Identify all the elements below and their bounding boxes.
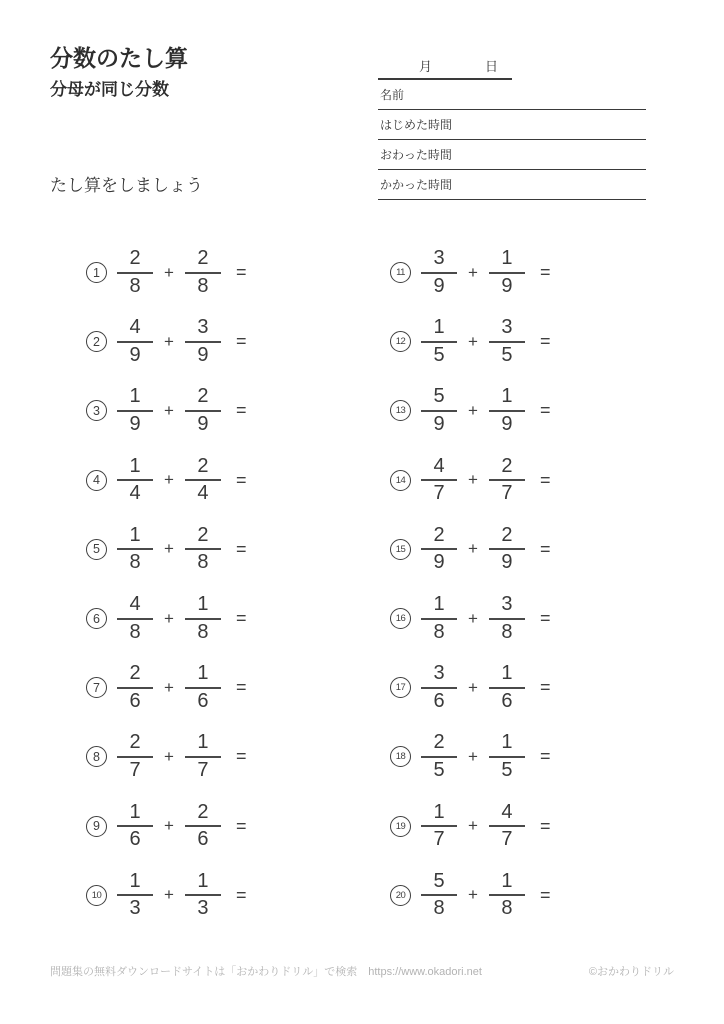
problem-number-badge: 18 (390, 746, 411, 767)
plus-sign: + (468, 400, 478, 420)
fraction-first (117, 732, 153, 781)
fraction-first-denominator: 7 (433, 828, 445, 851)
problem-number-badge: 2 (86, 331, 107, 352)
problem-row (86, 861, 390, 930)
fraction-first (117, 802, 153, 851)
fraction-second-denominator: 8 (501, 620, 513, 643)
problem-number-badge: 4 (86, 470, 107, 491)
fraction-first-denominator: 9 (433, 551, 445, 574)
day-label: 日 (485, 58, 499, 74)
plus-sign: + (164, 331, 174, 351)
fraction-first (117, 525, 153, 574)
fraction-second-numerator: 1 (185, 663, 221, 689)
page-title: 分数のたし算 (50, 45, 188, 71)
plus-sign: + (468, 816, 478, 836)
problem-row (86, 584, 390, 653)
fraction-second (489, 456, 525, 505)
fraction-first-denominator: 6 (433, 689, 445, 712)
fraction-second-denominator: 7 (197, 758, 209, 781)
fraction-first (421, 386, 457, 435)
problem-number-badge: 16 (390, 608, 411, 629)
fraction-first (421, 594, 457, 643)
plus-sign: + (164, 262, 174, 282)
fraction-first-numerator: 1 (117, 456, 153, 482)
fraction-first (117, 594, 153, 643)
fraction-second-numerator: 2 (489, 525, 525, 551)
equals-sign: = (539, 746, 552, 767)
fraction-first-numerator: 1 (117, 871, 153, 897)
end-time-row (378, 140, 646, 170)
problem-row (390, 792, 670, 861)
fraction-first-numerator: 1 (421, 317, 457, 343)
problem-number-badge: 20 (390, 885, 411, 906)
plus-sign: + (468, 470, 478, 490)
fraction-first-numerator: 1 (117, 802, 153, 828)
fraction-first-numerator: 1 (421, 594, 457, 620)
fraction-second (489, 732, 525, 781)
fraction-second-numerator: 1 (489, 663, 525, 689)
plus-sign: + (164, 885, 174, 905)
equals-sign: = (235, 815, 248, 836)
problem-number-badge: 12 (390, 331, 411, 352)
fraction-first (421, 456, 457, 505)
fraction-second-denominator: 3 (197, 897, 209, 920)
footer-copyright: ©おかわりドリル (588, 966, 674, 978)
fraction-second (185, 594, 221, 643)
problem-row (86, 446, 390, 515)
name-label: 名前 (380, 88, 405, 102)
fraction-second (489, 386, 525, 435)
problem-number-badge: 19 (390, 816, 411, 837)
fraction-second (185, 317, 221, 366)
equals-sign: = (235, 608, 248, 629)
problem-number-badge: 14 (390, 470, 411, 491)
fraction-first-numerator: 2 (421, 732, 457, 758)
fraction-first-numerator: 4 (117, 317, 153, 343)
fraction-first-numerator: 1 (421, 802, 457, 828)
equals-sign: = (539, 262, 552, 283)
fraction-second (185, 802, 221, 851)
fraction-second-denominator: 9 (197, 412, 209, 435)
equals-sign: = (235, 538, 248, 559)
page-subtitle: 分母が同じ分数 (50, 79, 169, 99)
elapsed-time-row (378, 170, 646, 200)
fraction-second-denominator: 7 (501, 828, 513, 851)
fraction-first-denominator: 3 (129, 897, 141, 920)
fraction-first (117, 248, 153, 297)
plus-sign: + (468, 746, 478, 766)
name-row (378, 80, 646, 110)
fraction-first-denominator: 8 (433, 897, 445, 920)
plus-sign: + (164, 677, 174, 697)
fraction-second-denominator: 5 (501, 343, 513, 366)
fraction-first-numerator: 2 (421, 525, 457, 551)
plus-sign: + (164, 470, 174, 490)
fraction-first-denominator: 8 (129, 620, 141, 643)
fraction-first-numerator: 3 (421, 248, 457, 274)
fraction-first (117, 317, 153, 366)
equals-sign: = (235, 400, 248, 421)
plus-sign: + (468, 331, 478, 351)
fraction-second (185, 248, 221, 297)
fraction-second (185, 525, 221, 574)
fraction-second-denominator: 8 (197, 274, 209, 297)
fraction-second-numerator: 2 (185, 456, 221, 482)
problem-row (390, 722, 670, 791)
fraction-first-denominator: 9 (129, 343, 141, 366)
fraction-second-numerator: 2 (185, 525, 221, 551)
fraction-first-numerator: 1 (117, 386, 153, 412)
problem-row (390, 861, 670, 930)
plus-sign: + (468, 885, 478, 905)
fraction-first (117, 871, 153, 920)
fraction-first (421, 871, 457, 920)
end-time-label: おわった時間 (380, 148, 452, 162)
fraction-second (185, 732, 221, 781)
fraction-second-denominator: 8 (501, 897, 513, 920)
fraction-first-denominator: 8 (129, 551, 141, 574)
fraction-second-numerator: 2 (185, 802, 221, 828)
problem-row (390, 446, 670, 515)
equals-sign: = (539, 469, 552, 490)
problem-row (86, 792, 390, 861)
equals-sign: = (235, 469, 248, 490)
problem-number-badge: 10 (86, 885, 107, 906)
fraction-second (185, 386, 221, 435)
problem-row (390, 238, 670, 307)
fraction-first-numerator: 2 (117, 248, 153, 274)
problem-number-badge: 1 (86, 262, 107, 283)
fraction-first (421, 248, 457, 297)
fraction-second-denominator: 6 (501, 689, 513, 712)
fraction-second (185, 871, 221, 920)
fraction-second (489, 802, 525, 851)
fraction-second-denominator: 5 (501, 758, 513, 781)
fraction-second-numerator: 1 (489, 248, 525, 274)
fraction-first-denominator: 6 (129, 828, 141, 851)
equals-sign: = (539, 815, 552, 836)
fraction-second-numerator: 3 (489, 594, 525, 620)
fraction-second (489, 871, 525, 920)
equals-sign: = (539, 608, 552, 629)
problem-row (390, 584, 670, 653)
fraction-second-numerator: 2 (185, 386, 221, 412)
problem-number-badge: 13 (390, 400, 411, 421)
equals-sign: = (235, 884, 248, 905)
fraction-second (185, 663, 221, 712)
fraction-second-denominator: 9 (501, 274, 513, 297)
fraction-first (117, 456, 153, 505)
fraction-second-denominator: 8 (197, 620, 209, 643)
plus-sign: + (468, 608, 478, 628)
fraction-first-denominator: 7 (129, 758, 141, 781)
fraction-first-numerator: 4 (117, 594, 153, 620)
fraction-second-numerator: 3 (489, 317, 525, 343)
equals-sign: = (539, 400, 552, 421)
fraction-first-denominator: 5 (433, 758, 445, 781)
problem-row (390, 376, 670, 445)
problem-number-badge: 5 (86, 539, 107, 560)
fraction-second-numerator: 1 (185, 732, 221, 758)
fraction-first-denominator: 8 (129, 274, 141, 297)
fraction-second-numerator: 2 (185, 248, 221, 274)
problem-row (390, 653, 670, 722)
problem-number-badge: 7 (86, 677, 107, 698)
problem-row (86, 515, 390, 584)
problem-number-badge: 6 (86, 608, 107, 629)
footer-site-note: 問題集の無料ダウンロードサイトは「おかわりドリル」で検索 https://www.okadori.net (50, 966, 482, 978)
fraction-first-denominator: 9 (129, 412, 141, 435)
plus-sign: + (164, 746, 174, 766)
fraction-first-denominator: 6 (129, 689, 141, 712)
instruction: たし算をしましょう (50, 176, 203, 195)
start-time-label: はじめた時間 (380, 118, 453, 132)
fraction-second-numerator: 1 (185, 594, 221, 620)
fraction-second-denominator: 6 (197, 828, 209, 851)
problem-row (390, 515, 670, 584)
fraction-first-denominator: 9 (433, 274, 445, 297)
fraction-first-denominator: 4 (129, 482, 141, 505)
fraction-first-numerator: 5 (421, 871, 457, 897)
equals-sign: = (235, 331, 248, 352)
problem-number-badge: 8 (86, 746, 107, 767)
plus-sign: + (164, 816, 174, 836)
date-row (378, 52, 512, 80)
fraction-first-numerator: 4 (421, 456, 457, 482)
fraction-second (489, 248, 525, 297)
fraction-second-denominator: 9 (501, 412, 513, 435)
fraction-second-denominator: 9 (501, 551, 513, 574)
problem-row (86, 307, 390, 376)
fraction-first (421, 317, 457, 366)
problem-row (86, 376, 390, 445)
fraction-first-numerator: 3 (421, 663, 457, 689)
fraction-first-denominator: 5 (433, 343, 445, 366)
problem-number-badge: 17 (390, 677, 411, 698)
equals-sign: = (539, 677, 552, 698)
equals-sign: = (235, 746, 248, 767)
info-form (378, 52, 646, 200)
fraction-first (421, 663, 457, 712)
fraction-first-denominator: 9 (433, 412, 445, 435)
fraction-second-denominator: 8 (197, 551, 209, 574)
problem-row (86, 722, 390, 791)
fraction-second-denominator: 9 (197, 343, 209, 366)
elapsed-time-label: かかった時間 (380, 178, 453, 192)
fraction-second-denominator: 7 (501, 482, 513, 505)
fraction-second (185, 456, 221, 505)
problem-row (390, 307, 670, 376)
fraction-second-denominator: 6 (197, 689, 209, 712)
fraction-first-numerator: 2 (117, 663, 153, 689)
fraction-first (117, 386, 153, 435)
fraction-second-numerator: 1 (489, 386, 525, 412)
problem-number-badge: 9 (86, 816, 107, 837)
fraction-second-numerator: 4 (489, 802, 525, 828)
plus-sign: + (468, 677, 478, 697)
footer (50, 963, 674, 979)
fraction-second-numerator: 3 (185, 317, 221, 343)
title-block (50, 44, 188, 100)
fraction-second-numerator: 2 (489, 456, 525, 482)
fraction-second (489, 663, 525, 712)
equals-sign: = (235, 262, 248, 283)
fraction-first (421, 732, 457, 781)
fraction-first-denominator: 7 (433, 482, 445, 505)
plus-sign: + (164, 539, 174, 559)
problem-number-badge: 15 (390, 539, 411, 560)
fraction-first-numerator: 1 (117, 525, 153, 551)
fraction-first (117, 663, 153, 712)
equals-sign: = (539, 331, 552, 352)
problem-number-badge: 11 (390, 262, 411, 283)
problem-row (86, 238, 390, 307)
fraction-second (489, 594, 525, 643)
problem-row (86, 653, 390, 722)
fraction-second-denominator: 4 (197, 482, 209, 505)
problems-grid (86, 238, 670, 930)
start-time-row (378, 110, 646, 140)
fraction-second-numerator: 1 (489, 732, 525, 758)
plus-sign: + (468, 539, 478, 559)
fraction-second (489, 317, 525, 366)
plus-sign: + (468, 262, 478, 282)
fraction-first (421, 802, 457, 851)
equals-sign: = (539, 538, 552, 559)
fraction-first (421, 525, 457, 574)
fraction-second (489, 525, 525, 574)
fraction-second-numerator: 1 (185, 871, 221, 897)
month-label: 月 (419, 58, 433, 74)
problem-number-badge: 3 (86, 400, 107, 421)
equals-sign: = (539, 884, 552, 905)
equals-sign: = (235, 677, 248, 698)
fraction-first-denominator: 8 (433, 620, 445, 643)
fraction-second-numerator: 1 (489, 871, 525, 897)
plus-sign: + (164, 400, 174, 420)
fraction-first-numerator: 2 (117, 732, 153, 758)
fraction-first-numerator: 5 (421, 386, 457, 412)
plus-sign: + (164, 608, 174, 628)
